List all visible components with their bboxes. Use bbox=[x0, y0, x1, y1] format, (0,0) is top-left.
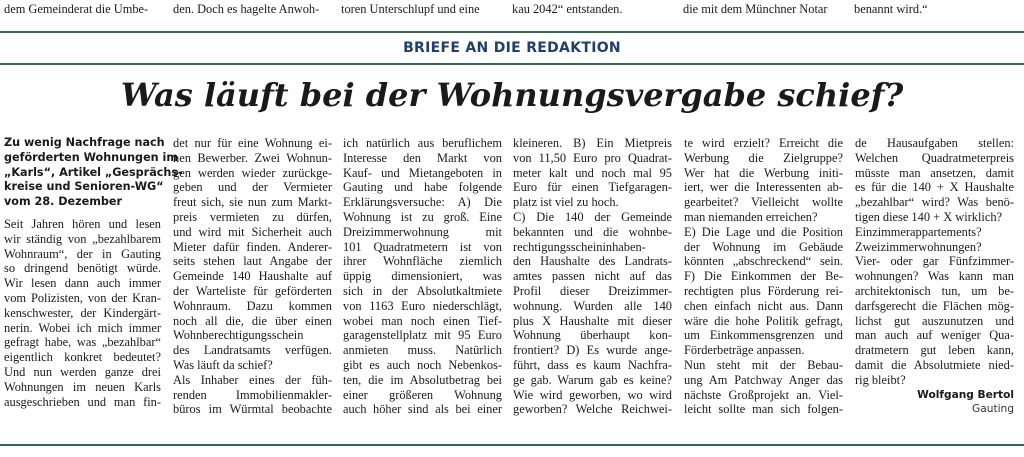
body-line: garagenstellplatz mit 95 Euro bbox=[343, 328, 502, 343]
body-line: und wird mit Sicherheit auch bbox=[173, 224, 332, 239]
body-line: wohnungen? Was kann man bbox=[855, 269, 1014, 284]
body-line: man niemanden erreichen? bbox=[684, 209, 818, 224]
body-line: „bezahlbar“ wird? Was benö- bbox=[855, 195, 1014, 210]
snippet-line: die mit dem Münchner Notar bbox=[683, 2, 828, 16]
body-line: Werbung die Zielgruppe? bbox=[684, 150, 843, 165]
body-line: gefragt habe, was „bezahlbar“ bbox=[4, 335, 161, 350]
body-line: wäre die hohe Politik gefragt, bbox=[684, 313, 843, 328]
paragraph-gap bbox=[4, 210, 161, 217]
body-line: plus X Haushalte mit dieser bbox=[513, 313, 672, 328]
body-line: Wohnraum“, der in Gauting bbox=[4, 246, 161, 261]
body-line: det nur für eine Wohnung ei- bbox=[173, 136, 332, 150]
body-line: te wird erzielt? Erreicht die bbox=[684, 136, 843, 150]
body-line: könnten „abschreckend“ sein. bbox=[684, 254, 843, 269]
body-line: anmieten muss. Natürlich bbox=[343, 343, 502, 358]
body-line: Kauf- und Mietangeboten in bbox=[343, 165, 502, 180]
body-line: bekannten und die wohnbe- bbox=[513, 224, 672, 239]
body-line: F) Die Einkommen der Be- bbox=[684, 269, 843, 284]
body-line: ung Am Patchway Anger das bbox=[684, 372, 843, 387]
body-line: Wohnberechtigungsschein bbox=[173, 328, 304, 343]
body-line: Wohnraum. Dazu kommen bbox=[173, 298, 332, 313]
bottom-divider bbox=[0, 444, 1024, 446]
body-line: wir ständig von „bezahlbarem bbox=[4, 231, 161, 246]
column-4 bbox=[513, 136, 672, 417]
snippet-line: benannt wird.“ bbox=[854, 2, 928, 16]
column-5 bbox=[684, 136, 843, 417]
body-line: wohnung. Wurden alle 140 bbox=[513, 298, 672, 313]
body-line: Interesse den Markt von bbox=[343, 150, 502, 165]
body-line: wobei man noch einen Tief- bbox=[343, 313, 502, 328]
body-line: Förderbeträge anpassen. bbox=[684, 343, 805, 358]
body-line: Wir lesen dann auch immer bbox=[4, 276, 161, 291]
body-line: nächste Großprojekt an. Viel- bbox=[684, 387, 843, 402]
body-line: Wie wird geworben, wo wird bbox=[513, 387, 672, 402]
body-line: gibt es auch noch Nebenkos- bbox=[343, 357, 502, 372]
body-line: ausgeschrieben und man fin- bbox=[4, 394, 161, 409]
body-line: Was läuft da schief? bbox=[173, 357, 273, 372]
body-line: ten, die im Absolutbetrag bei bbox=[343, 372, 502, 387]
body-line: Wer hat die Werbung initi- bbox=[684, 165, 843, 180]
body-line: es für die 140 + X Haushalte bbox=[855, 180, 1014, 195]
body-line: von 11,50 Euro pro Quadrat- bbox=[513, 150, 672, 165]
snippet-line: den. Doch es hagelte Anwoh- bbox=[173, 2, 320, 16]
body-line: gen werden wieder zurückge- bbox=[173, 165, 332, 180]
body-line: ge gab. Warum gab es keine? bbox=[513, 372, 672, 387]
body-line: büros im Würmtal beobachte bbox=[173, 402, 332, 417]
body-line: preis vermieten zu dürfen, bbox=[173, 209, 332, 224]
body-line: eigentlich konkret bedeutet? bbox=[4, 350, 161, 365]
body-line: gearbeitet? Vielleicht wollte bbox=[684, 195, 843, 210]
body-line: frontiert? D) Es wurde ange- bbox=[513, 343, 672, 358]
body-line: renden Immobilienmakler- bbox=[173, 387, 332, 402]
subhead-line: „Karls“, Artikel „Gesprächs- bbox=[4, 165, 183, 179]
body-line: leicht sollte man sich folgen- bbox=[684, 402, 843, 417]
subhead-line: vom 28. Dezember bbox=[4, 195, 122, 209]
section-divider bbox=[0, 63, 1024, 65]
subhead-line: geförderten Wohnungen im bbox=[4, 150, 179, 164]
body-line: vom Polizisten, von der Kran- bbox=[4, 290, 161, 305]
body-line: Wohnung überhaupt kon- bbox=[513, 328, 672, 343]
body-line: rechtigten plus Förderung rei- bbox=[684, 283, 843, 298]
top-divider bbox=[0, 31, 1024, 33]
body-line: Einzimmerappartements? bbox=[855, 224, 982, 239]
body-line: so dringend benötigt würde. bbox=[4, 261, 161, 276]
body-line: Wohnungen im neuen Karls bbox=[4, 379, 161, 394]
body-line: architektonisch tun, um be- bbox=[855, 283, 1014, 298]
body-line: Als Inhaber eines der füh- bbox=[173, 372, 332, 387]
letter-author: Wolfgang Bertol bbox=[917, 388, 1014, 401]
body-line: der Wohnung im Gebäude bbox=[684, 239, 843, 254]
body-line: geworben? Welche Reichwei- bbox=[513, 402, 672, 417]
body-line: Euro für einen Tiefgaragen- bbox=[513, 180, 672, 195]
body-line: Welchen Quadratmeterpreis bbox=[855, 150, 1014, 165]
body-line: Und nun werden ganze drei bbox=[4, 364, 161, 379]
body-line: des Landratsamts verfügen. bbox=[173, 343, 332, 358]
body-line: Profil dieser Dreizimmer- bbox=[513, 283, 672, 298]
body-line: Dreizimmerwohnung mit bbox=[343, 224, 502, 239]
column-1 bbox=[4, 136, 183, 409]
body-line: nen Bewerber. Zwei Wohnun- bbox=[173, 150, 332, 165]
column-2 bbox=[173, 136, 332, 417]
body-line: geben und der Vermieter bbox=[173, 180, 332, 195]
previous-article-snippets bbox=[0, 0, 1024, 20]
snippet-line: kau 2042“ entstanden. bbox=[512, 2, 623, 16]
body-line: kleineren. B) Ein Mietpreis bbox=[513, 136, 672, 150]
body-line: rechtigungsscheininhaben- bbox=[513, 239, 646, 254]
snippet-line: dem Gemeinderat die Umbe- bbox=[4, 2, 149, 16]
body-line: 101 Quadratmetern ist von bbox=[343, 239, 502, 254]
body-line: noch all die, die über einen bbox=[173, 313, 332, 328]
body-line: iert, wer die Interessenten ab- bbox=[684, 180, 843, 195]
body-line: Erklärungsversuche: A) Die bbox=[343, 195, 502, 210]
body-line: Vier- oder gar Fünfzimmer- bbox=[855, 254, 1014, 269]
body-line: kenschwester, der Kindergärt- bbox=[4, 305, 161, 320]
column-6 bbox=[855, 136, 1014, 417]
letter-author-place: Gauting bbox=[972, 403, 1014, 416]
body-line: Wohnung ist zu groß. Eine bbox=[343, 209, 502, 224]
snippet-line: toren Unterschlupf und eine bbox=[341, 2, 480, 16]
body-line: rig bleibt? bbox=[855, 372, 906, 387]
body-line: darfsgerecht die Flächen mög- bbox=[855, 298, 1014, 313]
body-line: ihrer Wohnfläche ziemlich bbox=[343, 254, 502, 269]
body-line: Gemeinde 140 Haushalte auf bbox=[173, 269, 332, 284]
body-line: lichst gut auszunutzen und bbox=[855, 313, 1014, 328]
body-line: tigen diese 140 + X wirklich? bbox=[855, 209, 1003, 224]
body-line: E) Die Lage und die Position bbox=[684, 224, 843, 239]
body-line: Nun steht mit der Bebau- bbox=[684, 357, 843, 372]
body-line: müsste man ansetzen, damit bbox=[855, 165, 1014, 180]
body-line: üppig dimensioniert, was bbox=[343, 269, 502, 284]
body-line: Mieter dafür finden. Anderer- bbox=[173, 239, 332, 254]
body-line: C) Die 140 der Gemeinde bbox=[513, 209, 672, 224]
body-line: de Hausaufgaben stellen: bbox=[855, 136, 1014, 150]
letter-subhead bbox=[4, 136, 183, 210]
body-line: dratmetern gut leben kann, bbox=[855, 343, 1014, 358]
body-line: um Einkommensgrenzen und bbox=[684, 328, 843, 343]
body-line: platz ist viel zu hoch. bbox=[513, 195, 619, 210]
column-3 bbox=[343, 136, 502, 417]
body-line: freut sich, sie nun zum Markt- bbox=[173, 195, 332, 210]
body-line: sich in der Absolutkaltmiete bbox=[343, 283, 502, 298]
body-line: nerin. Wobei ich mich immer bbox=[4, 320, 161, 335]
body-line: auch höher sind als bei einer bbox=[343, 402, 502, 417]
body-line: Seit Jahren hören und lesen bbox=[4, 216, 161, 231]
headline: Was läuft bei der Wohnungsvergabe schief? bbox=[120, 76, 904, 114]
subhead-line: kreise und Senioren-WG“ bbox=[4, 180, 164, 194]
body-line: einer größeren Wohnung bbox=[343, 387, 502, 402]
section-label: BRIEFE AN DIE REDAKTION bbox=[403, 40, 621, 56]
body-line: führt, dass es kaum Nachfra- bbox=[513, 357, 672, 372]
body-line: ich natürlich aus beruflichem bbox=[343, 136, 502, 150]
body-line: amtes passen nicht auf das bbox=[513, 269, 672, 284]
body-line: chen einfach nicht aus. Dann bbox=[684, 298, 843, 313]
body-line: man auch auf weniger Qua- bbox=[855, 328, 1014, 343]
body-line: damit die Absolutmiete nied- bbox=[855, 357, 1014, 372]
body-line: seits stehen laut Angabe der bbox=[173, 254, 332, 269]
body-line: meter kalt und noch mal 95 bbox=[513, 165, 672, 180]
body-line: Gauting und habe folgende bbox=[343, 180, 502, 195]
body-line: von 1163 Euro niederschlägt, bbox=[343, 298, 502, 313]
body-line: Zweizimmerwohnungen? bbox=[855, 239, 982, 254]
body-line: den Haushalte des Landrats- bbox=[513, 254, 672, 269]
body-line: der Warteliste für geförderten bbox=[173, 283, 332, 298]
subhead-line: Zu wenig Nachfrage nach bbox=[4, 136, 165, 149]
